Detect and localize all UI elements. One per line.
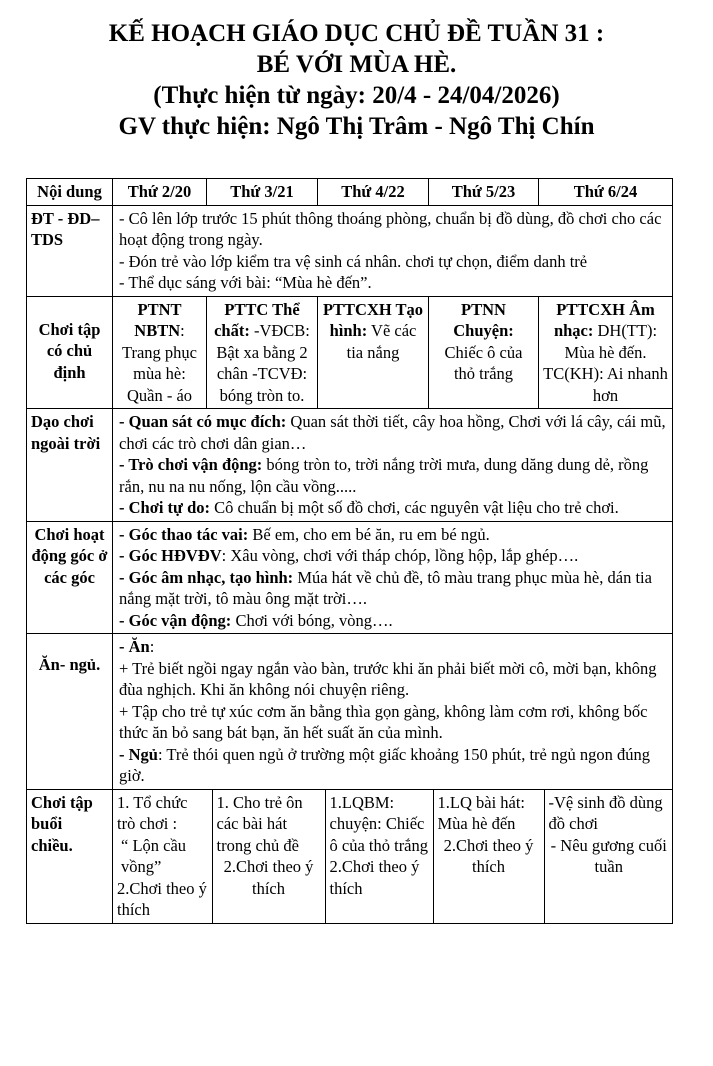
row-label: Dạo chơi ngoài trời [27,409,113,522]
cell-heading: PTTCXH Tạo hình: [322,299,424,340]
row-content [113,634,673,790]
cell-heading: PTTCXH Âm nhạc: [553,299,655,340]
table-cell: 1. Tổ chức trò chơi : “ Lộn cầu vồng” 2.Chơi theo ý thích [113,790,212,923]
afternoon-cells [113,789,673,923]
cell-text: DH(TT): Mùa hè đến. TC(KH): Ai nhanh hơn [543,321,668,405]
weekly-plan-table [26,178,673,924]
row-content [113,521,673,634]
table-row [113,790,673,923]
column-header: Thứ 4/22 [318,179,429,206]
title-line-4: GV thực hiện: Ngô Thị Trâm - Ngô Thị Chín [118,113,595,140]
table-row [27,521,673,634]
table-row [27,409,673,522]
table-cell [207,296,318,409]
list-item: - Ăn: [119,637,155,656]
row-label: Ăn- ngủ. [27,634,113,790]
table-cell: 1.LQ bài hát: Mùa hè đến 2.Chơi theo ý thích [433,790,544,923]
cell-heading: PTNN Chuyện: [453,299,514,340]
column-header: Nội dung [27,179,113,206]
column-header: Thứ 5/23 [429,179,539,206]
table-cell [539,296,673,409]
list-item: - Ngủ: Trẻ thói quen ngủ ở trường một giấc khoảng 150 phút, trẻ ngủ ngon đúng giờ. [119,744,650,785]
table-row [27,789,673,923]
text-line: - Đón trẻ vào lớp kiểm tra vệ sinh cá nhân. chơi tự chọn, điểm danh trẻ [119,251,588,271]
text-line: - Thể dục sáng với bài: “Mùa hè đến”. [119,273,372,292]
table-row [27,634,673,790]
text-line: + Trẻ biết ngồi ngay ngắn vào bàn, trước khi ăn phải biết mời cô, mời bạn, không đùa nghịch. Khi ăn không nói chuyện riêng. [119,658,657,699]
table-row [27,296,673,409]
document-title [0,18,713,142]
table-cell [429,296,539,409]
cell-text: : Trang phục mùa hè: Quần - áo [121,321,197,405]
table-cell [318,296,429,409]
column-header: Thứ 3/21 [207,179,318,206]
list-item: - Quan sát có mục đích: Quan sát thời tiết, cây hoa hồng, Chơi với lá cây, cái mũ, chơi các trò chơi dân gian… [119,412,666,453]
table-cell: 1. Cho trẻ ôn các bài hát trong chủ đề 2.Chơi theo ý thích [212,790,325,923]
list-item: - Góc vận động: Chơi với bóng, vòng…. [119,610,393,630]
afternoon-subtable [113,790,673,923]
table-row [27,205,673,296]
title-line-1: KẾ HOẠCH GIÁO DỤC CHỦ ĐỀ TUẦN 31 : [108,20,605,47]
table-cell: -Vệ sinh đồ dùng đồ chơi - Nêu gương cuối tuần [548,792,667,876]
title-line-2: BÉ VỚI MÙA HÈ. [256,51,457,78]
row-label: Chơi tập buổi chiều. [27,789,113,923]
column-header: Thứ 2/20 [113,179,207,206]
list-item: - Góc thao tác vai: Bế em, cho em bé ăn, ru em bé ngủ. [119,524,490,544]
list-item: - Góc HĐVĐV: Xâu vòng, chơi với tháp chóp, lồng hộp, lắp ghép…. [119,546,579,565]
table-header-row [27,179,673,206]
text-line: + Tập cho trẻ tự xúc cơm ăn bằng thìa gọn gàng, không làm cơm rơi, không bốc thức ăn bỏ sang bát bạn, ăn hết suất ăn của mình. [119,701,648,742]
row-content [113,409,673,522]
row-label: Chơi tập có chủ định [27,296,113,409]
list-item: - Góc âm nhạc, tạo hình: Múa hát về chủ đề, tô màu trang phục mùa hè, dán tia nắng mặt trời, tô màu ông mặt trời…. [119,567,652,608]
cell-heading: PTTC Thể chất: [214,299,300,340]
list-item: - Trò chơi vận động: bóng tròn to, trời nắng trời mưa, dung dăng dung dẻ, rồng rắn, nu na nu nống, lộn cầu vồng..... [119,455,649,496]
cell-heading: PTNT NBTN [134,299,182,340]
row-label: Chơi hoạt động góc ở các góc [27,521,113,634]
row-content [113,205,673,296]
cell-text: -VĐCB: Bật xa bằng 2 chân -TCVĐ: bóng tròn to. [216,321,310,405]
list-item: - Chơi tự do: Cô chuẩn bị một số đồ chơi, các nguyên vật liệu cho trẻ chơi. [119,498,619,517]
table-cell: 1.LQBM: chuyện: Chiếc ô của thỏ trắng 2.Chơi theo ý thích [325,790,433,923]
title-line-3: (Thực hiện từ ngày: 20/4 - 24/04/2026) [153,82,560,109]
row-label: ĐT - ĐD– TDS [27,205,113,296]
cell-text: Chiếc ô của thỏ trắng [444,342,523,383]
cell-text: Vẽ các tia nắng [346,321,417,362]
column-header: Thứ 6/24 [539,179,673,206]
table-cell [113,296,207,409]
text-line: - Cô lên lớp trước 15 phút thông thoáng phòng, chuẩn bị đồ dùng, đồ chơi cho các hoạt động trong ngày. [119,208,662,249]
